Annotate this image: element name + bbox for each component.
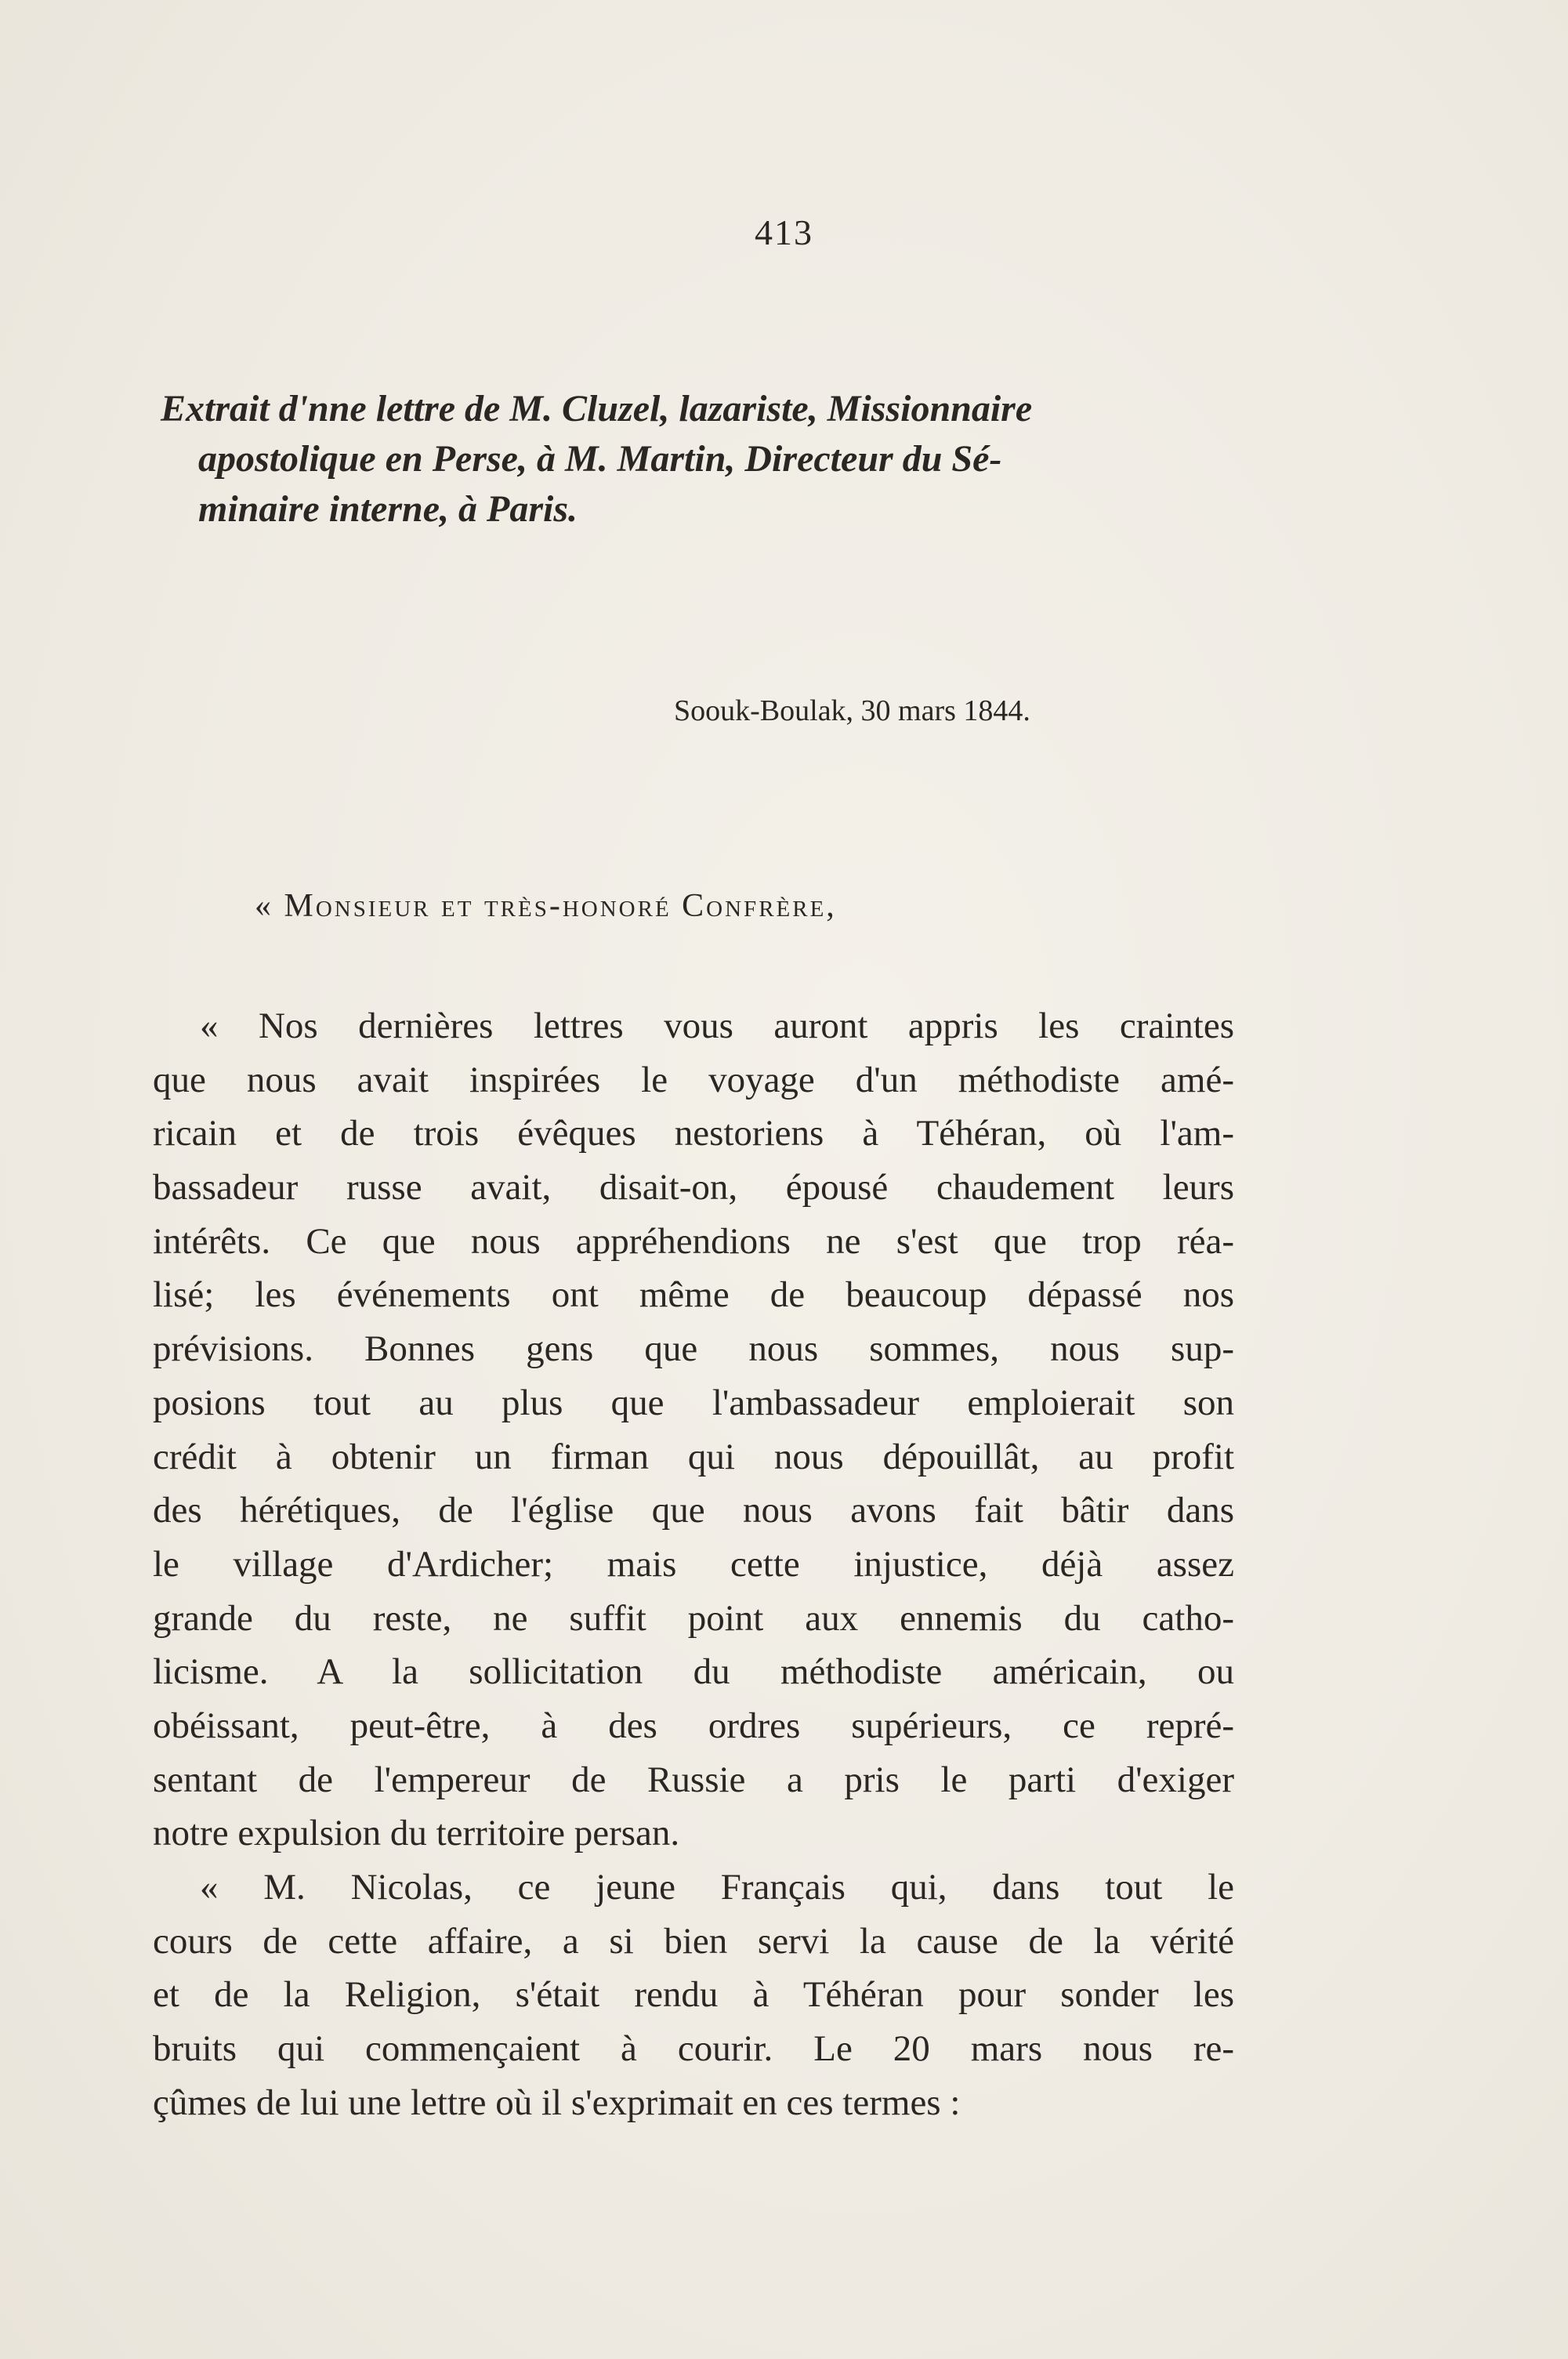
body-line: notre expulsion du territoire persan.: [153, 1813, 680, 1854]
body-line: bruits qui commençaient à courir. Le 20 mars nous re-: [153, 2028, 1234, 2070]
body-line: sentant de l'empereur de Russie a pris le parti d'exiger: [153, 1759, 1234, 1800]
salutation: « Monsieur et très-honoré Confrère,: [255, 888, 837, 924]
heading-line: minaire interne, à Paris.: [198, 488, 578, 530]
body-line: ricain et de trois évêques nestoriens à Téhéran, où l'am-: [153, 1113, 1234, 1154]
dateline: Soouk-Boulak, 30 mars 1844.: [674, 694, 1030, 727]
body-line: intérêts. Ce que nous appréhendions ne s'est que trop réa-: [153, 1220, 1234, 1262]
body-line: et de la Religion, s'était rendu à Téhéran pour sonder les: [153, 1974, 1234, 2016]
body-line: bassadeur russe avait, disait-on, épousé chaudement leurs: [153, 1167, 1234, 1208]
body-line: licisme. A la sollicitation du méthodiste américain, ou: [153, 1651, 1234, 1693]
heading-line: Extrait d'nne lettre de M. Cluzel, lazariste, Missionnaire: [161, 388, 1033, 429]
body-line: lisé; les événements ont même de beaucoup dépassé nos: [153, 1274, 1234, 1316]
page-number: 413: [755, 212, 813, 252]
body-line: « Nos dernières lettres vous auront appris les craintes: [200, 1006, 1234, 1046]
body-line: des hérétiques, de l'église que nous avons fait bâtir dans: [153, 1490, 1234, 1531]
body-line: que nous avait inspirées le voyage d'un méthodiste amé-: [153, 1059, 1234, 1100]
body-line: posions tout au plus que l'ambassadeur emploierait son: [153, 1382, 1234, 1423]
body-line: crédit à obtenir un firman qui nous dépouillât, au profit: [153, 1436, 1234, 1477]
body-line: grande du reste, ne suffit point aux ennemis du catho-: [153, 1597, 1234, 1639]
body-line: le village d'Ardicher; mais cette injustice, déjà assez: [153, 1543, 1234, 1585]
body-line: cours de cette affaire, a si bien servi la cause de la vérité: [153, 1920, 1234, 1962]
body-line: « M. Nicolas, ce jeune Français qui, dans tout le: [200, 1867, 1234, 1908]
letter-body: [153, 999, 1234, 2129]
heading-line: apostolique en Perse, à M. Martin, Directeur du Sé-: [198, 438, 1002, 480]
body-line: prévisions. Bonnes gens que nous sommes, nous sup-: [153, 1328, 1234, 1370]
body-line: obéissant, peut-être, à des ordres supérieurs, ce repré-: [153, 1705, 1234, 1746]
body-line: çûmes de lui une lettre où il s'exprimait en ces termes :: [153, 2082, 961, 2123]
letter-heading: [161, 384, 1250, 534]
